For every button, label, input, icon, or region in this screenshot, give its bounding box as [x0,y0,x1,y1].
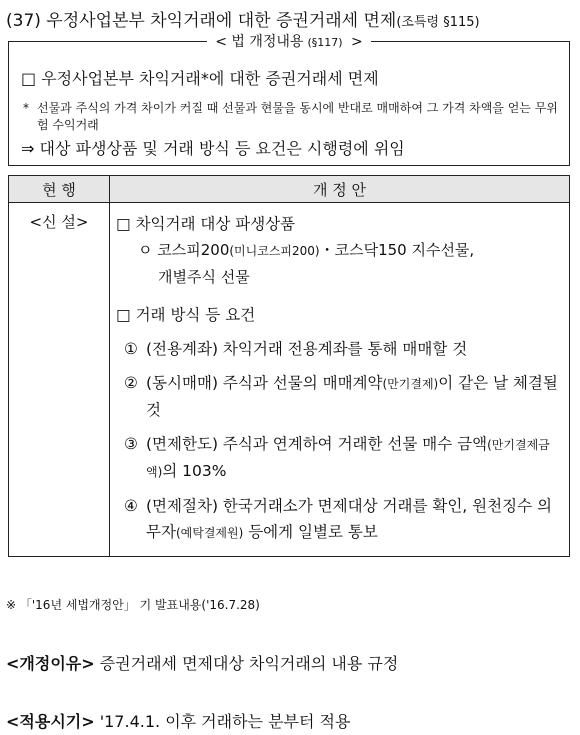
item-derivatives-detail: ㅇ 코스피200(미니코스피200)・코스닥150 지수선물, 개별주식 선물 [138,241,475,286]
box-heading-end: > [343,34,367,50]
box-note [23,100,569,134]
amendment-reason: <개정이유> 증권거래세 면제대상 차익거래의 내용 규정 [6,654,399,673]
title-ref: (조특령 §115) [396,15,480,30]
box-line-1: □ 우정사업본부 차익거래*에 대한 증권거래세 면제 [21,69,379,88]
box-line-3: ⇒ 대상 파생상품 및 거래 방식 등 요건은 시행령에 위임 [21,139,405,158]
box-heading-ref: (§117) [307,36,343,49]
current-cell: <신 설> [9,203,110,557]
comparison-table [8,175,570,557]
revised-cell [110,203,570,557]
item-requirements: □ 거래 방식 등 요건 [116,306,256,324]
requirement-2: ② (동시매매) 주식과 선물의 매매계약(만기결제)이 같은 날 체결될 것 [124,374,558,419]
section-title [6,6,480,31]
requirement-3: ③ (면제한도) 주식과 연계하여 거래한 선물 매수 금액(만기결제금액)의 103% [124,435,550,480]
requirement-4: ④ (면제절차) 한국거래소가 면제대상 거래를 확인, 원천징수 의무자(예탁결제원) 등에게 일별로 통보 [124,497,552,541]
box-heading [9,31,569,51]
note-star: * [23,101,29,115]
requirement-1: ① (전용계좌) 차익거래 전용계좌를 통해 매매할 것 [124,340,468,358]
effective-date: <적용시기> '17.4.1. 이후 거래하는 분부터 적용 [6,712,351,731]
law-amendment-box [8,34,570,166]
title-text: (37) 우정사업본부 차익거래에 대한 증권거래세 면제 [6,11,397,31]
box-heading-text: < 법 개정내용 [211,34,307,50]
header-revised: 개 정 안 [110,176,570,203]
header-current: 현 행 [9,176,110,203]
note-text: 선물과 주식의 가격 차이가 커질 때 선물과 현물을 동시에 반대로 매매하여 그 가격 차액을 얻는 무위험 수익거래 [37,101,558,132]
footnote: ※ 「'16년 세법개정안」 기 발표내용('16.7.28) [6,598,260,612]
item-derivatives: □ 차익거래 대상 파생상품 [116,215,296,233]
